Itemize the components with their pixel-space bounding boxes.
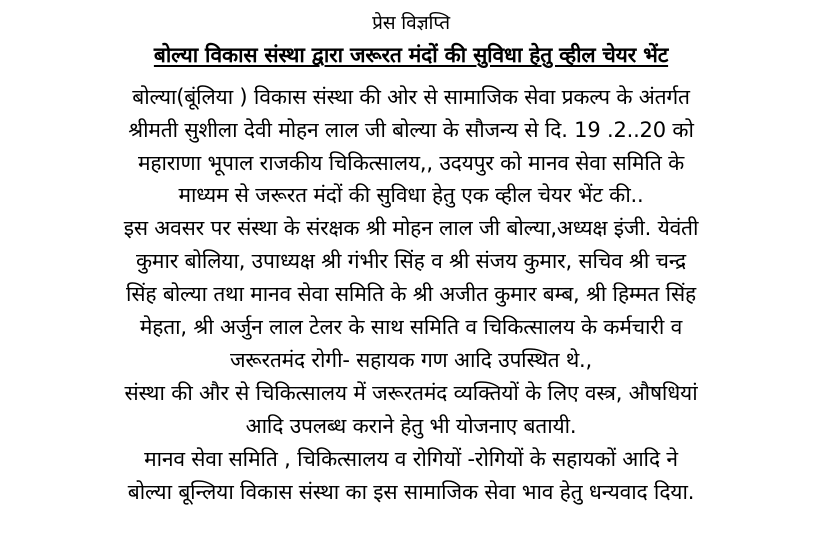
paragraph1-line3: महाराणा भूपाल राजकीय चिकित्सालय,, उदयपुर को मानव सेवा समिति के: [137, 151, 685, 175]
document-title: बोल्या विकास संस्था द्वारा जरूरत मंदों की सुविधा हेतु व्हील चेयर भेंट: [153, 43, 669, 67]
paragraph4-line2: बोल्या बून्लिया विकास संस्था का इस सामाजिक सेवा भाव हेतु धन्यवाद दिया.: [127, 480, 695, 504]
document-heading: प्रेस विज्ञप्ति: [372, 12, 450, 34]
paragraph1-line4: माध्यम से जरूरत मंदों की सुविधा हेतु एक व्हील चेयर भेंट की..: [178, 183, 644, 207]
paragraph1-line2: श्रीमती सुशीला देवी मोहन लाल जी बोल्या के सौजन्य से दि. 19 .2..20 को: [128, 118, 694, 142]
paragraph2-line1: इस अवसर पर संस्था के संरक्षक श्री मोहन लाल जी बोल्या,अध्यक्ष इंजी. येवंती: [123, 216, 699, 240]
paragraph3-line2: आदि उपलब्ध कराने हेतु भी योजनाए बतायी.: [245, 414, 577, 438]
paragraph2-line4: मेहता, श्री अर्जुन लाल टेलर के साथ समिति व चिकित्सालय के कर्मचारी व: [139, 315, 683, 339]
paragraph4-line1: मानव सेवा समिति , चिकित्सालय व रोगियों -रोगियों के सहायकों आदि ने: [144, 447, 678, 471]
paragraph1-line1: बोल्या(बूंलिया ) विकास संस्था की ओर से सामाजिक सेवा प्रकल्प के अंतर्गत: [132, 85, 690, 109]
paragraph2-line5: जरूरतमंद रोगी- सहायक गण आदि उपस्थित थे.,: [229, 348, 593, 372]
paragraph2-line2: कुमार बोलिया, उपाध्यक्ष श्री गंभीर सिंह व श्री संजय कुमार, सचिव श्री चन्द्र: [136, 249, 686, 273]
paragraph2-line3: सिंह बोल्या तथा मानव सेवा समिति के श्री अजीत कुमार बम्ब, श्री हिम्मत सिंह: [125, 282, 697, 306]
paragraph3-line1: संस्था की और से चिकित्सालय में जरूरतमंद व्यक्तियों के लिए वस्त्र, औषधियां: [124, 381, 698, 405]
